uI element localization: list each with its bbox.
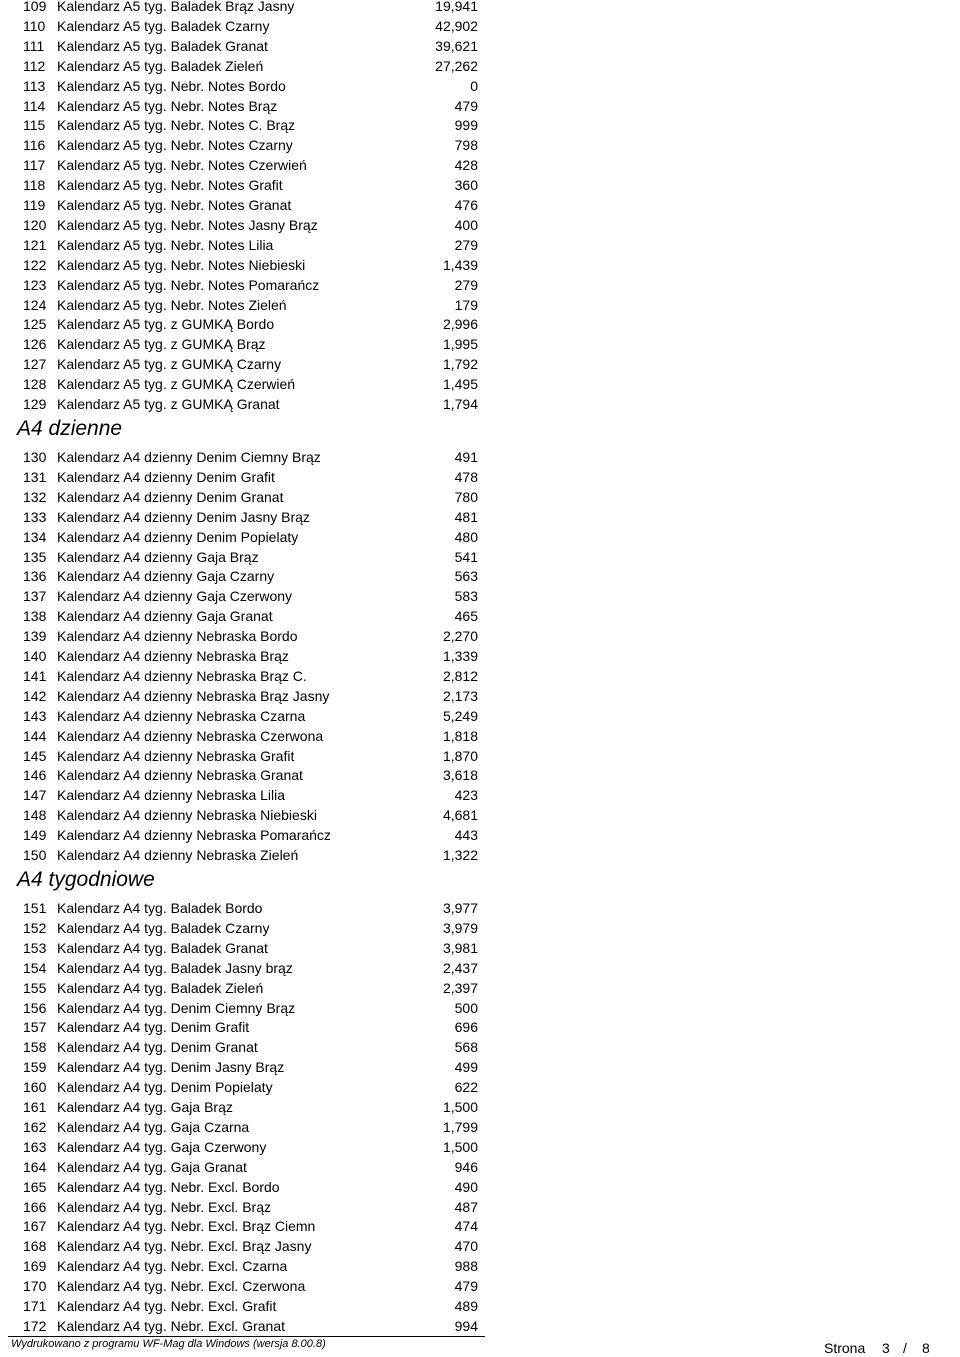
row-value: 479: [454, 1278, 478, 1295]
product-name: Kalendarz A5 tyg. Nebr. Notes Lilia: [57, 236, 274, 253]
table-row: [0, 1217, 480, 1237]
row-number: 136: [23, 568, 47, 585]
row-value: 19,941: [435, 0, 478, 14]
row-number: 124: [23, 296, 47, 313]
table-row: [0, 37, 480, 57]
product-name: Kalendarz A4 dzienny Gaja Brąz: [57, 548, 259, 565]
product-name: Kalendarz A5 tyg. z GUMKĄ Bordo: [57, 316, 275, 333]
table-row: [0, 607, 480, 627]
row-number: 114: [23, 97, 46, 114]
row-value: 946: [454, 1158, 478, 1175]
row-value: 480: [454, 528, 478, 545]
product-name: Kalendarz A5 tyg. Baladek Granat: [57, 37, 268, 54]
row-number: 147: [23, 787, 47, 804]
product-name: Kalendarz A5 tyg. Nebr. Notes C. Brąz: [57, 117, 296, 134]
row-number: 117: [23, 157, 46, 174]
row-number: 153: [23, 939, 47, 956]
row-number: 171: [23, 1298, 47, 1314]
table-row: [0, 355, 480, 375]
row-number: 123: [23, 276, 47, 293]
table-row: [0, 1257, 480, 1277]
table-row: [0, 806, 480, 826]
row-number: 168: [23, 1238, 47, 1255]
row-number: 110: [23, 17, 46, 34]
product-name: Kalendarz A5 tyg. Nebr. Notes Niebieski: [57, 256, 306, 273]
row-value: 3,977: [442, 900, 478, 916]
row-number: 169: [23, 1258, 47, 1275]
page-total: 8: [922, 1340, 930, 1356]
product-name: Kalendarz A4 dzienny Nebraska Grafit: [57, 747, 295, 764]
row-number: 141: [23, 667, 47, 684]
table-row: [0, 1018, 480, 1038]
table-row: [0, 276, 480, 296]
product-name: Kalendarz A4 dzienny Denim Granat: [57, 488, 284, 505]
table-row: [0, 1237, 480, 1257]
product-name: Kalendarz A4 tyg. Nebr. Excl. Bordo: [57, 1178, 280, 1195]
row-value: 400: [454, 216, 478, 233]
row-value: 622: [454, 1079, 478, 1096]
product-name: Kalendarz A5 tyg. Baladek Czarny: [57, 17, 270, 34]
row-number: 145: [23, 747, 47, 764]
product-name: Kalendarz A4 dzienny Denim Jasny Brąz: [57, 508, 310, 525]
product-name: Kalendarz A4 tyg. Gaja Czarna: [57, 1118, 250, 1135]
row-value: 583: [454, 588, 478, 605]
row-number: 149: [23, 827, 47, 844]
row-value: 1,500: [442, 1138, 478, 1155]
product-name: Kalendarz A4 dzienny Nebraska Bordo: [57, 628, 298, 645]
table-row: [0, 256, 480, 276]
table-row: [0, 548, 480, 568]
row-value: 3,981: [442, 939, 478, 956]
product-name: Kalendarz A4 tyg. Nebr. Excl. Brąz Jasny: [57, 1238, 312, 1255]
product-name: Kalendarz A4 tyg. Denim Grafit: [57, 1019, 250, 1036]
row-number: 151: [23, 900, 47, 916]
row-value: 1,500: [442, 1099, 478, 1115]
row-value: 489: [454, 1298, 478, 1314]
product-name: Kalendarz A5 tyg. Nebr. Notes Zieleń: [57, 296, 287, 313]
row-value: 465: [454, 608, 478, 625]
row-number: 129: [23, 396, 47, 412]
table-row: [0, 999, 480, 1019]
row-value: 568: [454, 1039, 478, 1056]
row-number: 128: [23, 376, 47, 393]
row-number: 113: [23, 77, 46, 94]
product-name: Kalendarz A5 tyg. Baladek Zieleń: [57, 57, 264, 74]
row-number: 166: [23, 1198, 47, 1215]
product-name: Kalendarz A4 dzienny Nebraska Czerwona: [57, 727, 324, 744]
row-number: 131: [23, 468, 47, 485]
product-name: Kalendarz A4 dzienny Nebraska Niebieski: [57, 807, 317, 824]
row-value: 423: [454, 787, 478, 804]
table-row: [0, 77, 480, 97]
row-value: 179: [454, 296, 478, 313]
row-value: 1,794: [442, 396, 478, 412]
row-number: 164: [23, 1158, 47, 1175]
table-row: [0, 136, 480, 156]
row-number: 122: [23, 256, 47, 273]
product-name: Kalendarz A4 tyg. Denim Popielaty: [57, 1079, 273, 1096]
table-row: [0, 846, 480, 866]
table-row: [0, 1098, 480, 1118]
table-row: [0, 468, 480, 488]
row-number: 111: [23, 37, 45, 54]
page-current: 3: [882, 1340, 890, 1356]
product-name: Kalendarz A4 dzienny Nebraska Brąz C.: [57, 667, 307, 684]
row-number: 137: [23, 588, 47, 605]
row-value: 279: [454, 276, 478, 293]
row-number: 170: [23, 1278, 47, 1295]
row-number: 133: [23, 508, 47, 525]
table-row: [0, 786, 480, 806]
product-name: Kalendarz A5 tyg. Nebr. Notes Grafit: [57, 177, 283, 194]
product-name: Kalendarz A4 tyg. Denim Ciemny Brąz: [57, 999, 296, 1016]
table-row: [0, 17, 480, 37]
row-value: 479: [454, 97, 478, 114]
row-value: 3,979: [442, 919, 478, 936]
table-row: [0, 1198, 480, 1218]
row-value: 798: [454, 137, 478, 154]
row-value: 1,495: [442, 376, 478, 393]
table-row: [0, 315, 480, 335]
row-number: 134: [23, 528, 47, 545]
table-row: [0, 939, 480, 959]
product-name: Kalendarz A4 dzienny Nebraska Brąz Jasny: [57, 687, 330, 704]
row-value: 0: [470, 77, 478, 94]
row-number: 172: [23, 1317, 47, 1334]
row-number: 142: [23, 687, 47, 704]
row-number: 146: [23, 767, 47, 784]
product-name: Kalendarz A4 dzienny Denim Popielaty: [57, 528, 299, 545]
product-name: Kalendarz A4 dzienny Nebraska Pomarańcz: [57, 827, 331, 844]
product-name: Kalendarz A4 tyg. Baladek Bordo: [57, 900, 263, 916]
table-row: [0, 196, 480, 216]
table-row: [0, 116, 480, 136]
row-value: 1,818: [442, 727, 478, 744]
row-number: 140: [23, 648, 47, 664]
table-row: [0, 508, 480, 528]
row-number: 135: [23, 548, 47, 565]
row-value: 1,799: [442, 1118, 478, 1135]
table-row: [0, 1038, 480, 1058]
table-row: [0, 747, 480, 767]
table-row: [0, 627, 480, 647]
table-row: [0, 1277, 480, 1297]
product-name: Kalendarz A5 tyg. Nebr. Notes Bordo: [57, 77, 286, 94]
table-row: [0, 707, 480, 727]
table-row: [0, 1158, 480, 1178]
row-number: 154: [23, 959, 47, 976]
product-name: Kalendarz A4 tyg. Nebr. Excl. Czarna: [57, 1258, 288, 1275]
product-name: Kalendarz A4 tyg. Nebr. Excl. Czerwona: [57, 1278, 306, 1295]
table-row: [0, 0, 480, 17]
row-value: 5,249: [442, 707, 478, 724]
product-name: Kalendarz A4 tyg. Nebr. Excl. Granat: [57, 1317, 286, 1334]
row-value: 1,339: [442, 648, 478, 664]
row-number: 143: [23, 707, 47, 724]
row-value: 1,995: [442, 336, 478, 353]
table-row: [0, 97, 480, 117]
row-value: 470: [454, 1238, 478, 1255]
product-name: Kalendarz A4 dzienny Nebraska Zieleń: [57, 847, 299, 863]
row-value: 2,996: [442, 316, 478, 333]
table-row: [0, 1178, 480, 1198]
row-value: 39,621: [435, 37, 478, 54]
row-number: 144: [23, 727, 47, 744]
product-name: Kalendarz A4 tyg. Gaja Czerwony: [57, 1138, 267, 1155]
table-row: [0, 1118, 480, 1138]
product-name: Kalendarz A4 tyg. Nebr. Excl. Grafit: [57, 1298, 277, 1314]
row-number: 162: [23, 1118, 47, 1135]
product-name: Kalendarz A4 dzienny Denim Grafit: [57, 468, 275, 485]
product-name: Kalendarz A4 tyg. Denim Granat: [57, 1039, 258, 1056]
product-name: Kalendarz A4 dzienny Gaja Czarny: [57, 568, 275, 585]
table-row: [0, 236, 480, 256]
row-value: 490: [454, 1178, 478, 1195]
table-row: [0, 1138, 480, 1158]
row-value: 42,902: [435, 17, 478, 34]
row-value: 2,173: [442, 687, 478, 704]
row-value: 1,439: [442, 256, 478, 273]
footer-printed-by: Wydrukowano z programu WF-Mag dla Windows (wersja 8.00.8): [11, 1338, 326, 1350]
row-number: 160: [23, 1079, 47, 1096]
table-row: [0, 587, 480, 607]
table-row: [0, 1297, 480, 1317]
product-name: Kalendarz A5 tyg. Nebr. Notes Czerwień: [57, 157, 307, 174]
row-value: 499: [454, 1059, 478, 1076]
table-row: [0, 216, 480, 236]
table-row: [0, 296, 480, 316]
product-name: Kalendarz A5 tyg. Baladek Brąz Jasny: [57, 0, 295, 14]
product-name: Kalendarz A4 dzienny Nebraska Czarna: [57, 707, 306, 724]
product-name: Kalendarz A4 tyg. Nebr. Excl. Brąz Ciemn: [57, 1218, 316, 1235]
row-number: 148: [23, 807, 47, 824]
table-row: [0, 727, 480, 747]
product-name: Kalendarz A5 tyg. z GUMKĄ Granat: [57, 396, 280, 412]
row-number: 125: [23, 316, 47, 333]
row-value: 27,262: [435, 57, 478, 74]
row-number: 118: [23, 177, 46, 194]
product-name: Kalendarz A4 tyg. Denim Jasny Brąz: [57, 1059, 285, 1076]
row-number: 139: [23, 628, 47, 645]
row-value: 3,618: [442, 767, 478, 784]
row-value: 4,681: [442, 807, 478, 824]
table-row: [0, 335, 480, 355]
row-number: 130: [23, 449, 47, 465]
table-row: [0, 488, 480, 508]
product-name: Kalendarz A5 tyg. Nebr. Notes Jasny Brąz: [57, 216, 318, 233]
table-row: [0, 375, 480, 395]
product-name: Kalendarz A4 tyg. Nebr. Excl. Brąz: [57, 1198, 271, 1215]
row-value: 988: [454, 1258, 478, 1275]
product-name: Kalendarz A5 tyg. Nebr. Notes Czarny: [57, 137, 293, 154]
row-value: 994: [454, 1317, 478, 1334]
row-number: 119: [23, 197, 46, 213]
row-number: 109: [23, 0, 47, 14]
row-number: 167: [23, 1218, 47, 1235]
table-row: [0, 647, 480, 667]
page-separator: /: [903, 1340, 907, 1356]
table-row: [0, 766, 480, 786]
table-row: [0, 448, 480, 468]
row-number: 157: [23, 1019, 47, 1036]
row-number: 155: [23, 979, 47, 996]
row-number: 161: [23, 1099, 47, 1115]
table-row: [0, 395, 480, 415]
row-value: 500: [454, 999, 478, 1016]
product-name: Kalendarz A4 tyg. Baladek Jasny brąz: [57, 959, 293, 976]
row-value: 541: [454, 548, 478, 565]
row-value: 696: [454, 1019, 478, 1036]
row-value: 491: [454, 449, 478, 465]
table-row: [0, 979, 480, 999]
product-name: Kalendarz A4 dzienny Gaja Granat: [57, 608, 273, 625]
product-name: Kalendarz A5 tyg. Nebr. Notes Pomarańcz: [57, 276, 320, 293]
row-value: 780: [454, 488, 478, 505]
product-name: Kalendarz A4 dzienny Nebraska Granat: [57, 767, 303, 784]
product-name: Kalendarz A4 dzienny Nebraska Brąz: [57, 648, 289, 664]
row-number: 126: [23, 336, 47, 353]
row-value: 481: [454, 508, 478, 525]
table-row: [0, 826, 480, 846]
row-value: 2,812: [442, 667, 478, 684]
row-value: 999: [454, 117, 478, 134]
row-value: 487: [454, 1198, 478, 1215]
row-value: 443: [454, 827, 478, 844]
product-name: Kalendarz A5 tyg. Nebr. Notes Granat: [57, 197, 292, 213]
row-number: 115: [23, 117, 46, 134]
row-number: 132: [23, 488, 47, 505]
table-row: [0, 57, 480, 77]
row-value: 428: [454, 157, 478, 174]
row-number: 116: [23, 137, 46, 154]
row-value: 279: [454, 236, 478, 253]
row-value: 476: [454, 197, 478, 213]
row-value: 2,437: [442, 959, 478, 976]
table-row: [0, 1078, 480, 1098]
product-name: Kalendarz A5 tyg. Nebr. Notes Brąz: [57, 97, 278, 114]
row-number: 156: [23, 999, 47, 1016]
row-number: 152: [23, 919, 47, 936]
product-name: Kalendarz A5 tyg. z GUMKĄ Brąz: [57, 336, 266, 353]
row-number: 159: [23, 1059, 47, 1076]
table-row: [0, 919, 480, 939]
row-value: 2,397: [442, 979, 478, 996]
row-number: 121: [23, 236, 47, 253]
row-value: 1,870: [442, 747, 478, 764]
table-row: [0, 156, 480, 176]
row-value: 478: [454, 468, 478, 485]
row-value: 563: [454, 568, 478, 585]
table-row: [0, 687, 480, 707]
table-row: [0, 899, 480, 919]
product-name: Kalendarz A4 dzienny Nebraska Lilia: [57, 787, 286, 804]
product-name: Kalendarz A4 tyg. Baladek Czarny: [57, 919, 270, 936]
row-value: 474: [454, 1218, 478, 1235]
section-heading: A4 dzienne: [17, 416, 123, 440]
table-row: [0, 1058, 480, 1078]
product-name: Kalendarz A4 dzienny Gaja Czerwony: [57, 588, 293, 605]
product-name: Kalendarz A4 dzienny Denim Ciemny Brąz: [57, 449, 321, 465]
row-value: 360: [454, 177, 478, 194]
table-row: [0, 667, 480, 687]
row-number: 165: [23, 1178, 47, 1195]
product-name: Kalendarz A5 tyg. z GUMKĄ Czerwień: [57, 376, 296, 393]
product-name: Kalendarz A4 tyg. Baladek Zieleń: [57, 979, 264, 996]
section-heading: A4 tygodniowe: [17, 867, 155, 891]
row-number: 127: [23, 356, 47, 373]
row-value: 1,322: [442, 847, 478, 863]
product-name: Kalendarz A4 tyg. Gaja Brąz: [57, 1099, 233, 1115]
row-number: 150: [23, 847, 47, 863]
product-name: Kalendarz A4 tyg. Baladek Granat: [57, 939, 268, 956]
table-row: [0, 567, 480, 587]
row-number: 138: [23, 608, 47, 625]
page-label: Strona: [824, 1340, 866, 1356]
table-row: [0, 528, 480, 548]
row-number: 120: [23, 216, 47, 233]
product-name: Kalendarz A4 tyg. Gaja Granat: [57, 1158, 247, 1175]
table-row: [0, 176, 480, 196]
row-value: 2,270: [442, 628, 478, 645]
row-number: 112: [23, 57, 46, 74]
row-number: 163: [23, 1138, 47, 1155]
row-value: 1,792: [442, 356, 478, 373]
row-number: 158: [23, 1039, 47, 1056]
table-row: [0, 959, 480, 979]
table-row: [0, 1317, 480, 1337]
product-name: Kalendarz A5 tyg. z GUMKĄ Czarny: [57, 356, 282, 373]
